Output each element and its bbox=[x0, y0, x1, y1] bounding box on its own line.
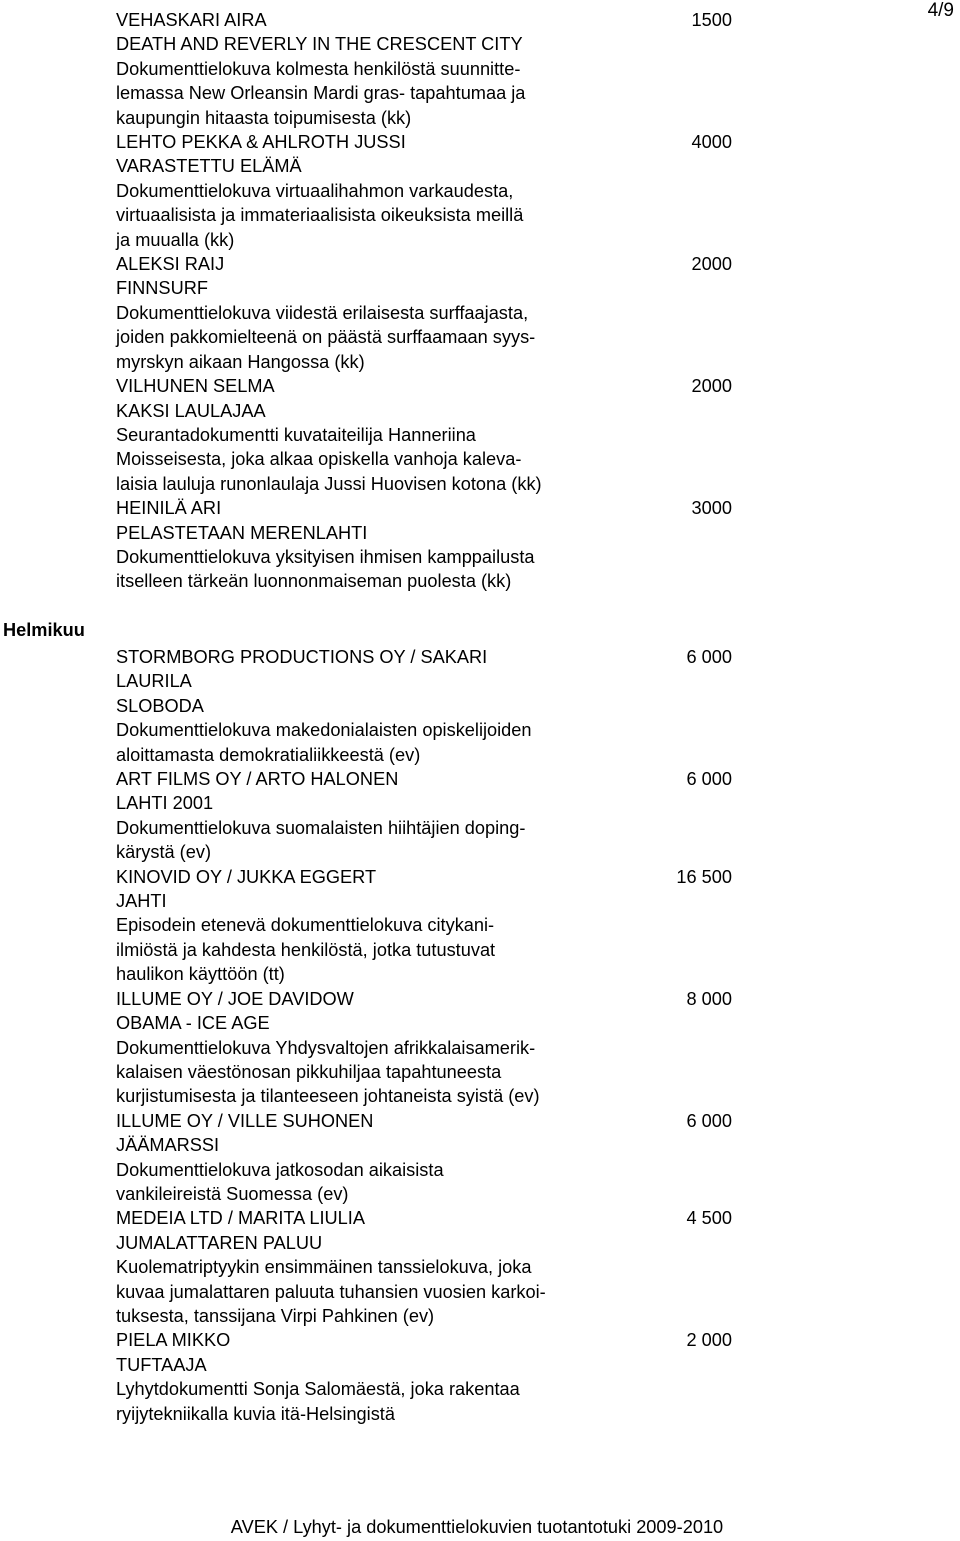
entry-description-line: kuvaa jumalattaren paluuta tuhansien vuosien karkoi- bbox=[116, 1281, 546, 1302]
entry-description-line: aloittamasta demokratialiikkeestä (ev) bbox=[116, 744, 421, 765]
page-footer bbox=[0, 1517, 960, 1538]
entry-description-line: lemassa New Orleansin Mardi gras- tapahtumaa ja bbox=[116, 83, 526, 104]
grant-amount: 2 000 bbox=[686, 1330, 732, 1351]
entry-description-line: Seurantadokumentti kuvataiteilija Hanneriina bbox=[116, 424, 476, 445]
grant-amount: 1500 bbox=[691, 10, 732, 30]
grant-amount: 16 500 bbox=[676, 866, 732, 887]
entry-applicant: MEDEIA LTD / MARITA LIULIA bbox=[116, 1208, 365, 1229]
footer-text: AVEK / Lyhyt- ja dokumenttielokuvien tuotantotuki 2009-2010 bbox=[230, 1517, 724, 1537]
entry-description-line: VARASTETTU ELÄMÄ bbox=[116, 156, 302, 177]
grant-entry bbox=[116, 130, 736, 252]
entry-description-line: FINNSURF bbox=[116, 278, 208, 299]
grant-amount: 3000 bbox=[691, 498, 732, 519]
entry-description-line: Kuolematriptyykin ensimmäinen tanssielokuva, joka bbox=[116, 1257, 532, 1278]
entry-description-line: ja muualla (kk) bbox=[116, 229, 235, 250]
grant-amount: 8 000 bbox=[686, 988, 732, 1009]
entry-applicant: KINOVID OY / JUKKA EGGERT bbox=[116, 866, 377, 887]
entry-applicant: ALEKSI RAIJ bbox=[116, 254, 225, 275]
entry-description-line: joiden pakkomielteenä on päästä surffaamaan syys- bbox=[116, 327, 536, 348]
entry-description-line: Lyhytdokumentti Sonja Salomäestä, joka rakentaa bbox=[116, 1379, 520, 1400]
grant-entry bbox=[116, 8, 736, 130]
entry-description-line: OBAMA - ICE AGE bbox=[116, 1013, 270, 1034]
entry-applicant: STORMBORG PRODUCTIONS OY / SAKARI bbox=[116, 647, 488, 667]
grant-entry bbox=[116, 767, 736, 865]
grant-entry bbox=[116, 496, 736, 594]
entry-applicant: VILHUNEN SELMA bbox=[116, 376, 275, 397]
entry-description-line: kurjistumisesta ja tilanteeseen johtaneista syistä (ev) bbox=[116, 1086, 540, 1107]
grant-amount: 6 000 bbox=[686, 769, 732, 790]
entry-description-line: Dokumenttielokuva virtuaalihahmon varkaudesta, bbox=[116, 180, 514, 201]
entry-applicant: ILLUME OY / JOE DAVIDOW bbox=[116, 988, 354, 1009]
entry-description-line: JUMALATTAREN PALUU bbox=[116, 1232, 323, 1253]
entry-description-line: LAHTI 2001 bbox=[116, 793, 214, 814]
grant-entry bbox=[116, 865, 736, 987]
grant-list-bottom bbox=[116, 645, 736, 1426]
entry-description-line: kärystä (ev) bbox=[116, 842, 211, 863]
entry-description-line: JAHTI bbox=[116, 891, 167, 912]
entry-description-line: KAKSI LAULAJAA bbox=[116, 400, 266, 421]
entry-description-line: myrskyn aikaan Hangossa (kk) bbox=[116, 351, 365, 372]
grant-amount: 2000 bbox=[691, 376, 732, 397]
entry-description-line: ilmiöstä ja kahdesta henkilöstä, jotka tutustuvat bbox=[116, 939, 496, 960]
entry-description-line: tuksesta, tanssijana Virpi Pahkinen (ev) bbox=[116, 1305, 435, 1326]
grant-entry bbox=[116, 374, 736, 496]
grant-entry bbox=[116, 1328, 736, 1426]
entry-applicant: ILLUME OY / VILLE SUHONEN bbox=[116, 1110, 374, 1131]
page-number: 4/9 bbox=[927, 0, 954, 21]
entry-description-line: Dokumenttielokuva kolmesta henkilöstä suunnitte- bbox=[116, 58, 521, 79]
entry-description-line: Dokumenttielokuva makedonialaisten opiskelijoiden bbox=[116, 720, 532, 741]
entry-description-line: DEATH AND REVERLY IN THE CRESCENT CITY bbox=[116, 34, 523, 55]
entry-description-line: haulikon käyttöön (tt) bbox=[116, 964, 285, 985]
grant-entry bbox=[116, 252, 736, 374]
grant-list-top bbox=[116, 8, 736, 594]
grant-entry bbox=[116, 987, 736, 1109]
entry-description-line: laisia lauluja runonlaulaja Jussi Huovisen kotona (kk) bbox=[116, 473, 542, 494]
grant-amount: 4 500 bbox=[686, 1208, 732, 1229]
entry-description-line: JÄÄMARSSI bbox=[116, 1135, 220, 1156]
entry-description-line: LAURILA bbox=[116, 671, 192, 692]
entry-description-line: Dokumenttielokuva yksityisen ihmisen kamppailusta bbox=[116, 546, 535, 567]
section-label-month: Helmikuu bbox=[3, 620, 85, 640]
entry-applicant: PIELA MIKKO bbox=[116, 1330, 231, 1351]
grant-amount: 6 000 bbox=[686, 1110, 732, 1131]
grant-entry bbox=[116, 1109, 736, 1207]
entry-applicant: LEHTO PEKKA & AHLROTH JUSSI bbox=[116, 132, 406, 153]
entry-description-line: Dokumenttielokuva viidestä erilaisesta surffaajasta, bbox=[116, 302, 529, 323]
entry-description-line: PELASTETAAN MERENLAHTI bbox=[116, 522, 368, 543]
grant-entry bbox=[116, 645, 736, 767]
entry-applicant: ART FILMS OY / ARTO HALONEN bbox=[116, 769, 399, 790]
entry-description-line: TUFTAAJA bbox=[116, 1354, 207, 1375]
entry-description-line: Episodein etenevä dokumenttielokuva citykani- bbox=[116, 915, 495, 936]
entry-description-line: Dokumenttielokuva Yhdysvaltojen afrikkalaisamerik- bbox=[116, 1037, 536, 1058]
entry-description-line: Dokumenttielokuva jatkosodan aikaisista bbox=[116, 1159, 444, 1180]
grant-amount: 2000 bbox=[691, 254, 732, 275]
entry-description-line: Dokumenttielokuva suomalaisten hiihtäjien doping- bbox=[116, 817, 526, 838]
entry-description-line: virtuaalisista ja immateriaalisista oikeuksista meillä bbox=[116, 205, 524, 226]
entry-description-line: kaupungin hitaasta toipumisesta (kk) bbox=[116, 107, 412, 128]
grant-entry bbox=[116, 1206, 736, 1328]
grant-amount: 6 000 bbox=[686, 647, 732, 667]
entry-applicant: VEHASKARI AIRA bbox=[116, 10, 267, 30]
entry-applicant: HEINILÄ ARI bbox=[116, 498, 222, 519]
entry-description-line: kalaisen väestönosan pikkuhiljaa tapahtuneesta bbox=[116, 1061, 502, 1082]
grant-amount: 4000 bbox=[691, 132, 732, 153]
entry-description-line: SLOBODA bbox=[116, 695, 204, 716]
entry-description-line: vankileireistä Suomessa (ev) bbox=[116, 1183, 349, 1204]
entry-description-line: itselleen tärkeän luonnonmaiseman puolesta (kk) bbox=[116, 571, 512, 592]
entry-description-line: ryijytekniikalla kuvia itä-Helsingistä bbox=[116, 1403, 395, 1424]
entry-description-line: Moisseisesta, joka alkaa opiskella vanhoja kaleva- bbox=[116, 449, 522, 470]
